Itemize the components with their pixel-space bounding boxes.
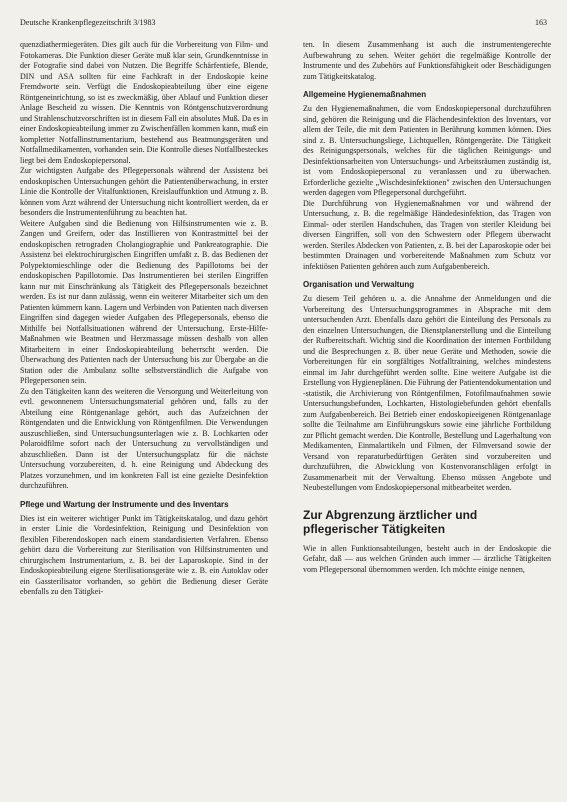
paragraph: Die Durchführung von Hygienemaßnahmen vor und während der Untersuchung, z. B. die regelmäßige Händedesinfektion, das Tragen von Einmal- oder sterilen Handschuhen, das Tragen von steriler Kleidung bei diversen Eingriffen, soll von den Schwestern oder Pflegern überwacht werden. Steriles Abdecken von Patienten, z. B. bei der Laparoskopie oder bei bestimmten Drainagen und vorbereitende Maßnahmen zum Schutz vor infektiösen Patienten gehören auch zum Aufgabenbereich. [303,198,551,271]
page-header [20,18,547,27]
section-heading: Organisation und Verwaltung [303,280,415,289]
paragraph: Zu den Hygienemaßnahmen, die vom Endoskopiepersonal durchzuführen sind, gehören die Reinigung und die Flächendesinfektion des Inventars, vor allem der Teile, die mit dem Patienten in Berührung kommen können. Dies sind z. B. Untersuchungsliege, Lichtquellen, Röntgengeräte. Die Tätigkeit des Reinigungspersonals, welches für die täglichen Reinigungs- und Desinfektionsarbeiten von Untersuchungs- und Arbeitsräumen zuständig ist, ist vom Endoskopiepersonal zu veranlassen und zu überwachen. Erforderliche gezielte „Wischdesinfektionen" zwischen den Untersuchungen werden dagegen vom Pflegepersonal durchgeführt. [303,104,551,197]
page-number: 163 [535,18,547,27]
paragraph: Dies ist ein weiterer wichtiger Punkt im Tätigkeitskatalog, und dazu gehört in erster Linie die Vordesinfektion, Reinigung und Desinfektion von flexiblen Fiberendoskopen nach einem standardisierten Verfahren. Ebenso gehört dazu die Vorbereitung zur Sterilisation von Hilfsinstrumenten und chirurgischem Instrumentarium, z. B. bei der Laparoskopie. Sind in der Endoskopieabteilung eigene Sterilisationsgeräte wie z. B. ein Autoklav oder ein Gassterilisator vorhanden, so gehört die Bedienung dieser Geräte ebenfalls zu den Tätigkei- [20,513,268,596]
section-heading: Pflege und Wartung der Instrumente und des Inventars [20,499,229,509]
right-column [303,40,551,575]
section-heading: Allgemeine Hygienemaßnahmen [303,90,427,99]
paragraph: ten. In diesem Zusammenhang ist auch die instrumentengerechte Aufbewahrung zu sehen. Weiter gehört die regelmäßige Kontrolle der Instrumente und des Zubehörs auf Funktionsfähigkeit oder Beschädigungen zum Tätigkeitskatalog. [303,40,551,81]
journal-title: Deutsche Krankenpflegezeitschrift 3/1983 [20,18,156,27]
paragraph: Zu den Tätigkeiten kann des weiteren die Versorgung und Weiterleitung von evtl. gewonnenem Untersuchungsmaterial gehören und, falls zu der Abteilung eine Röntgenanlage gehört, auch das Aufzeichnen der Röntgendaten und die Entwicklung von Röntgenfilmen. Die Verwendungen auszuschließen, sind Untersuchungsunterlagen wie z. B. Lochkarten oder Polaroidfilme sofort nach der Untersuchung zu vervollständigen und abzuschließen. Dann ist der Untersuchungsplatz für die nächste Untersuchung vorzubereiten, d. h. eine Reinigung und Abdeckung des Platzes vorzunehmen, und im konkreten Fall ist eine gezielte Desinfektion durchzuführen. [20,386,268,490]
paragraph: quenzdiathermiegeräten. Dies gilt auch für die Vorbereitung von Film- und Fotokameras. Die Funktion dieser Geräte muß klar sein, Grundkenntnisse in der Fotografie sind dabei von Nutzen. Die Begriffe Schärfentiefe, Blende, DIN und ASA sollten für eine Fachkraft in der Endoskopie keine Fremdworte sein. Verfügt die Endoskopieabteilung über eine eigene Röntgeneinrichtung, so ist es zweckmäßig, über Ablauf und Funktion dieser Anlage Bescheid zu wissen. Die Kenntnis von Röntgenschutzverordnung und Strahlenschutzvorschriften ist in diesem Fall ein absolutes Muß. Da es in einer Endoskopieabteilung immer zu Zwischenfällen kommen kann, muß ein kompletter Notfallinstrumentarium, bestehend aus Beatmungsgeräten und Notfallmedikamenten, vorhanden sein. Die Kontrolle dieses Notfallbesteckes liegt bei dem Endoskopiepersonal. [20,40,268,165]
paragraph: Wie in allen Funktionsabteilungen, besteht auch in der Endoskopie die Gefahr, daß — aus welchen Gründen auch immer — ärztliche Tätigkeiten vom Pflegepersonal übernommen werden. Ich möchte einige nennen, [303,543,551,574]
left-column [20,40,268,598]
paragraph: Weitere Aufgaben sind die Bedienung von Hilfsinstrumenten wie z. B. Zangen und Greifern, oder das Instillieren von Kontrastmittel bei der endoskopischen retrograden Cholangiographie und Pankreatographie. Die Assistenz bei elektrochirurgischen Eingriffen umfaßt z. B. das Bedienen der Polypektomieschlinge oder die Bedienung des Papillotoms bei der endoskopischen Papillotomie. Das Instrumentieren bei sterilen Eingriffen kann nur mit Einschränkung als Tätigkeit des Pflegepersonals bezeichnet werden. Es ist nur dann zulässig, wenn ein weiterer Mitarbeiter sich um den Patienten kümmern kann. Lagern und Verbinden von Patienten nach diversen Eingriffen sind dagegen wieder Aufgaben des Pflegepersonals, ebenso die Mithilfe bei Notfallsituationen während der Untersuchung. Erste-Hilfe-Maßnahmen wie Beatmen und Herzmassage müssen deshalb von allen Mitarbeitern in einer Endoskopieabteilung beherrscht werden. Die Überwachung des Patienten nach der Untersuchung bis zur Übergabe an die Station oder die Ambulanz sollte selbstverständlich die Aufgabe von Pflegepersonen sein. [20,218,268,385]
paragraph: Zur wichtigsten Aufgabe des Pflegepersonals während der Assistenz bei endoskopischen Untersuchungen gehört die Patientenüberwachung, in erster Linie die Kontrolle der Vitalfunktionen, Kreislauffunktion und Atmung z. B. können vom Arzt während der Untersuchung nicht kontrolliert werden, da er besonders die Instrumentenführung zu beachten hat. [20,166,268,217]
paragraph: Zu diesem Teil gehören u. a. die Annahme der Anmeldungen und die Vorbereitung des Untersuchungsprogrammes in Absprache mit dem untersuchenden Arzt. Ebenfalls dazu gehört die Einteilung des Personals zu den einzelnen Untersuchungen, die Dienstplanerstellung und die Einteilung der Rufbereitschaft. Wichtig sind die Koordination der internen Fortbildung und die Besprechungen z. B. über neue Geräte und Methoden, sowie die Vorbereitungen für ein sorgfältiges Notfalltraining, welches mindestens einmal im Jahr durchgeführt werden sollte. Eine weitere Aufgabe ist die Erstellung von Hygieneplänen. Die Führung der Patientendokumentation und -statistik, die Archivierung von Röntgenfilmen, Fotofilmaufnahmen sowie Untersuchungsbefunden, Lochkarten, Histologiebefunden gehört ebenfalls zum Aufgabenbereich. Bei Betrieb einer endoskopieeigenen Röntgenanlage sollte die Teilnahme am Einführungskurs sowie eine jährliche Fortbildung zur Pflicht gemacht werden. Die Kontrolle, Bestellung und Lagerhaltung von Medikamenten, Einmalartikeln und Filmen, der Filmversand sowie der Versand von reparaturbedürftigen Geräten sind vorzubereiten und durchzuführen, die Abwicklung von Kostenvoranschlägen erfolgt in Zusammenarbeit mit der Verwaltung. Ebenso müssen Angebote und Neubestellungen vom Endoskopiepersonal mitbearbeitet werden. [303,294,551,492]
section-title: Zur Abgrenzung ärztlicher und pflegerischer Tätigkeiten [303,507,478,536]
